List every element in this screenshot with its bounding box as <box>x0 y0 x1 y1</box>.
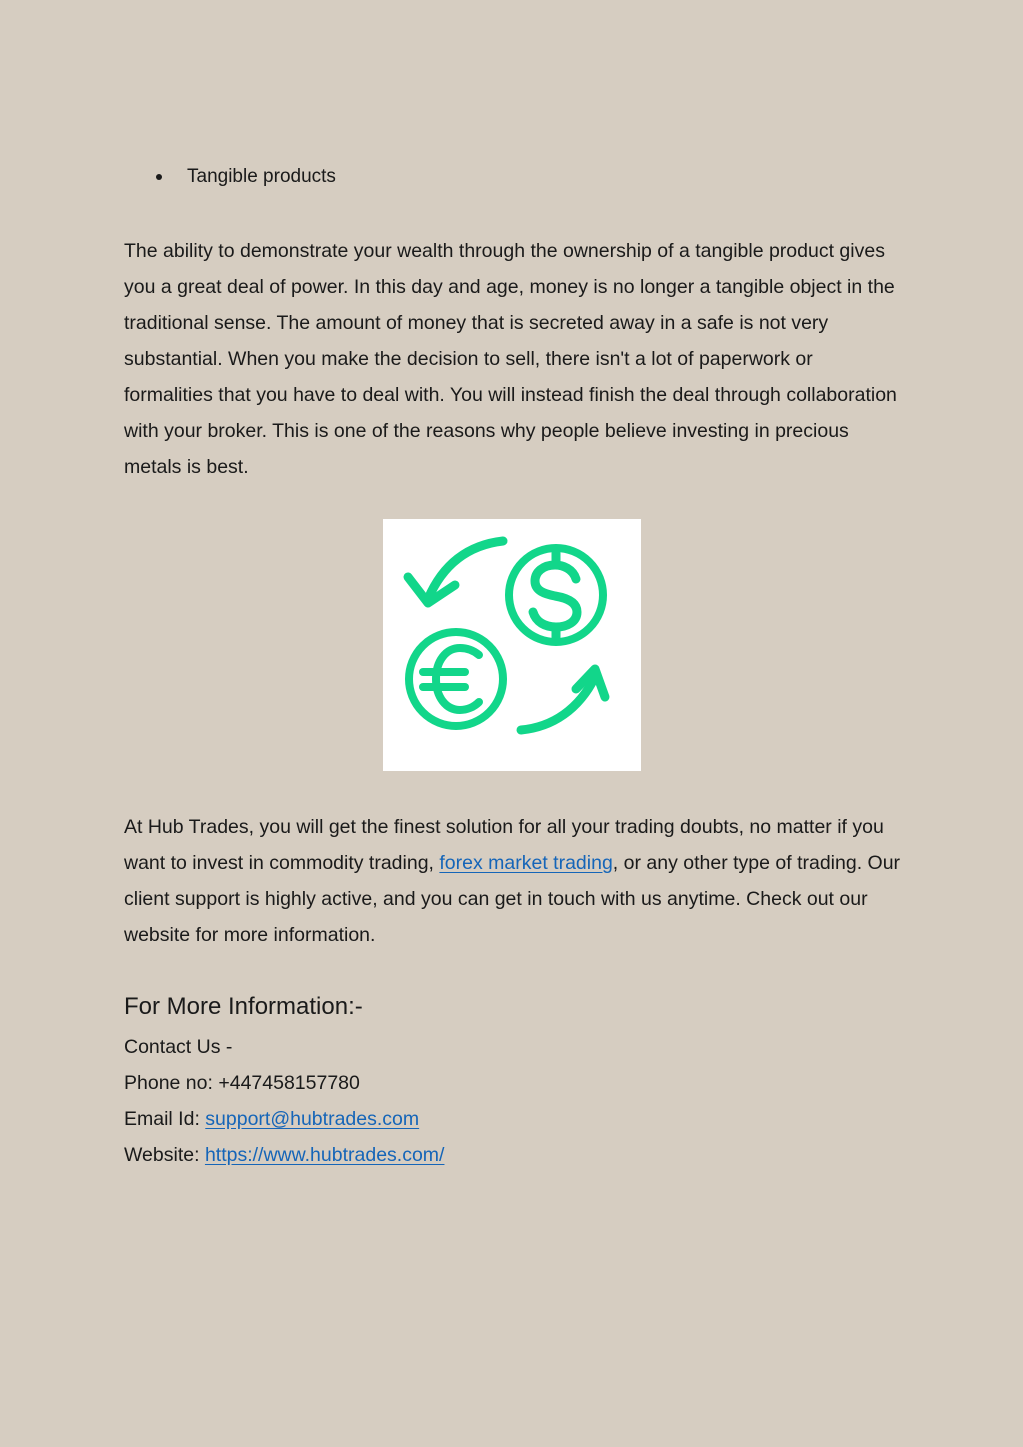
phone-line <box>124 1072 360 1095</box>
paragraph-hub-trades-rest: , or any other type of trading. Our client support is highly active, and you can get in touch with us anytime. Check out our website for more information. <box>124 852 901 946</box>
email-label: Email Id: <box>124 1108 206 1130</box>
bullet-dot-icon <box>156 174 162 180</box>
phone-value: +447458157780 <box>218 1072 360 1094</box>
paragraph-hub-trades-intro: At Hub Trades, you will get the finest solution for all your trading doubts, no matter if you want to invest in commodity trading, <box>124 816 884 874</box>
bullet-item <box>154 166 336 188</box>
currency-exchange-icon <box>383 519 641 771</box>
website-link[interactable]: https://www.hubtrades.com/ <box>204 1144 445 1166</box>
bullet-label: Tangible products <box>187 166 336 187</box>
forex-market-trading-link[interactable]: forex market trading <box>439 852 613 874</box>
phone-label: Phone no: <box>124 1072 219 1094</box>
email-link[interactable]: support@hubtrades.com <box>205 1108 420 1130</box>
website-label: Website: <box>124 1144 205 1166</box>
website-line <box>124 1144 444 1167</box>
paragraph-tangible: The ability to demonstrate your wealth through the ownership of a tangible product gives you a great deal of power. In this day and age, money is no longer a tangible object in the traditional sense. The amount of money that is secreted away in a safe is not very substantial. When you make the decision to sell, there isn't a lot of paperwork or formalities that you have to deal with. You will instead finish the deal through collaboration with your broker. This is one of the reasons why people believe investing in precious metals is best. <box>124 240 897 478</box>
email-line <box>124 1108 419 1131</box>
paragraph-hub-trades <box>124 809 904 953</box>
contact-us-label: Contact Us - <box>124 1036 233 1058</box>
currency-exchange-image <box>383 519 641 771</box>
more-information-heading: For More Information:- <box>124 993 363 1020</box>
